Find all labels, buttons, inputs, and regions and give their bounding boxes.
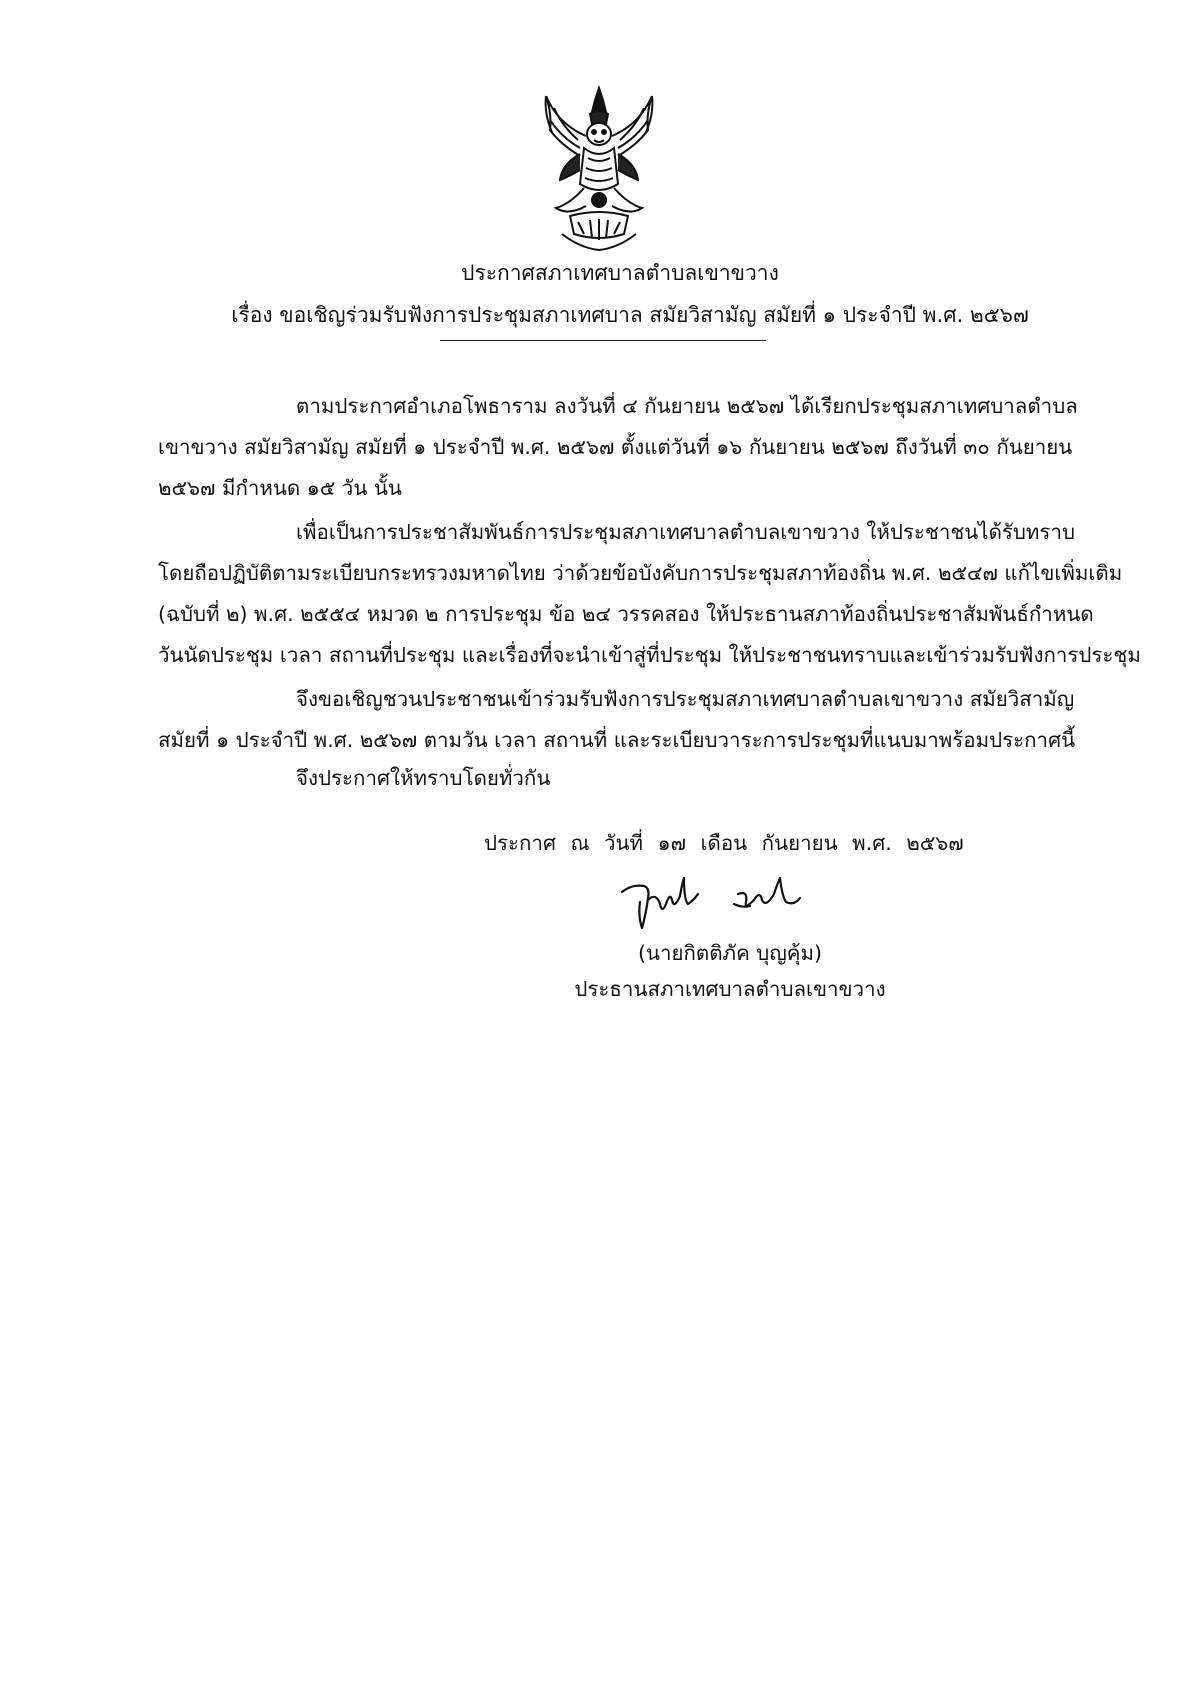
announcement-title: ประกาศสภาเทศบาลตำบลเขาขวาง [461,261,779,285]
signer-position: ประธานสภาเทศบาลตำบลเขาขวาง [574,977,886,1001]
announcement-date: ประกาศ ณ วันที่ ๑๗ เดือน กันยายน พ.ศ. ๒๕๖๗ [484,831,964,855]
paragraph-3 [158,679,1113,761]
signer-name: (นายกิตติภัค บุญคุ้ม) [637,941,823,965]
paragraph-2 [158,512,1141,676]
paragraph-2-line-2: โดยถือปฏิบัติตามระเบียบกระทรวงมหาดไทย ว่าด้วยข้อบังคับการประชุมสภาท้องถิ่น พ.ศ. ๒๕๔๗ แก้ไขเพิ่มเติม [158,561,1123,585]
signature [618,870,808,932]
paragraph-2-line-1: เพื่อเป็นการประชาสัมพันธ์การประชุมสภาเทศบาลตำบลเขาขวาง ให้ประชาชนได้รับทราบ [296,520,1075,544]
closing-statement: จึงประกาศให้ทราบโดยทั่วกัน [296,766,551,790]
paragraph-1-line-1: ตามประกาศอำเภอโพธาราม ลงวันที่ ๔ กันยายน ๒๕๖๗ ได้เรียกประชุมสภาเทศบาลตำบล [296,394,1078,418]
paragraph-3-line-1: จึงขอเชิญชวนประชาชนเข้าร่วมรับฟังการประชุมสภาเทศบาลตำบลเขาขวาง สมัยวิสามัญ [296,687,1075,711]
title-divider [440,340,766,341]
paragraph-2-line-3: (ฉบับที่ ๒) พ.ศ. ๒๕๕๔ หมวด ๒ การประชุม ข้อ ๒๔ วรรคสอง ให้ประธานสภาท้องถิ่นประชาสัมพันธ์กำหนด [158,602,1094,626]
garuda-emblem-icon [540,84,658,254]
paragraph-1 [158,386,1113,509]
paragraph-1-line-3: ๒๕๖๗ มีกำหนด ๑๕ วัน นั้น [158,476,402,500]
announcement-subject: เรื่อง ขอเชิญร่วมรับฟังการประชุมสภาเทศบาล สมัยวิสามัญ สมัยที่ ๑ ประจำปี พ.ศ. ๒๕๖๗ [231,303,1029,327]
paragraph-3-line-2: สมัยที่ ๑ ประจำปี พ.ศ. ๒๕๖๗ ตามวัน เวลา สถานที่ และระเบียบวาระการประชุมที่แนบมาพร้อมประกาศนี้ [158,728,1076,752]
paragraph-2-line-4: วันนัดประชุม เวลา สถานที่ประชุม และเรื่องที่จะนำเข้าสู่ที่ประชุม ให้ประชาชนทราบและเข้าร่วมรับฟังการประชุม [158,643,1141,667]
paragraph-1-line-2: เขาขวาง สมัยวิสามัญ สมัยที่ ๑ ประจำปี พ.ศ. ๒๕๖๗ ตั้งแต่วันที่ ๑๖ กันยายน ๒๕๖๗ ถึงวันที่ ๓๐ กันยายน [158,435,1073,459]
